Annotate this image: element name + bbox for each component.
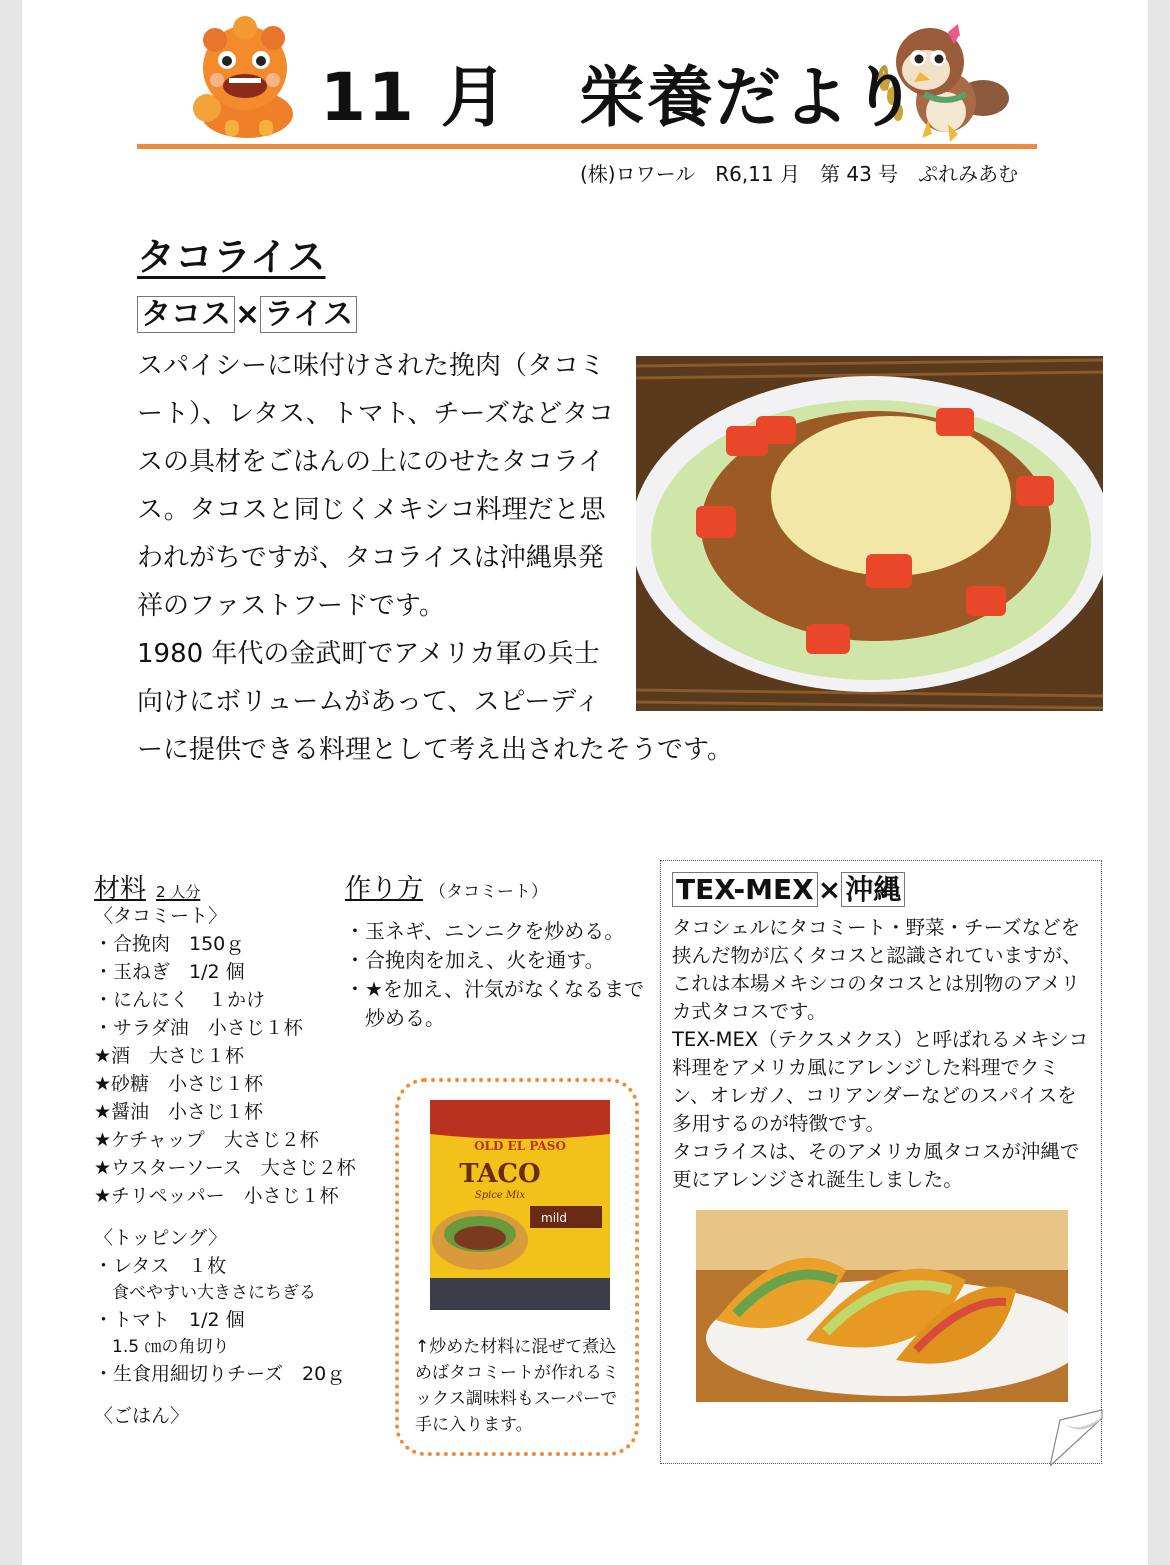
issue-line: (株)ロワール R6,11 月 第 43 号 ぷれみあむ (580, 162, 1019, 186)
body-line: ス。タコスと同じくメキシコ料理だと思 (137, 495, 606, 525)
ingredient-item: ★チリペッパー 小さじ１杯 (94, 1185, 339, 1207)
body-line: 向けにボリュームがあって、スピーディ (137, 687, 601, 717)
ingredient-item: ★酒 大さじ１杯 (94, 1045, 245, 1067)
spice-mix-caption: ↑炒めた材料に混ぜて煮込めばタコミートが作れるミックス調味料もスーパーで手に入ります。 (415, 1337, 619, 1435)
method-step: ・玉ネギ、ニンニクを炒める。 (345, 919, 625, 943)
ingredient-item: ・にんにく １かけ (94, 989, 266, 1011)
article-title: タコライス (137, 235, 326, 279)
texmex-paragraph: タコシェルにタコミート・野菜・チーズなどを挟んだ物が広くタコスと認識されていますが、これは本場メキシコのタコスとは別物のアメリカ式タコスです。 (672, 916, 1082, 1023)
texmex-body (672, 914, 1092, 1194)
body-line: 祥のファストフードです。 (137, 591, 445, 621)
taco-spice-mix-photo (430, 1100, 610, 1310)
body-line: われがちですが、タコライスは沖縄県発 (137, 543, 604, 573)
ingredients-heading (94, 868, 200, 905)
ingredients-section: 〈タコミート〉 (94, 905, 228, 927)
month-label: 11 月 (320, 59, 509, 136)
article-subtitle (137, 294, 357, 336)
header-divider (137, 144, 1037, 149)
body-line: 1980 年代の金武町でアメリカ軍の兵士 (137, 639, 600, 669)
ingredient-item: ★砂糖 小さじ１杯 (94, 1073, 264, 1095)
spacer (94, 1388, 356, 1402)
ingredient-item: ・玉ねぎ 1/2 個 (94, 961, 245, 983)
texmex-heading (672, 870, 905, 910)
subtitle-sep: × (235, 297, 261, 332)
mix-product-sub: Spice Mix (474, 1190, 526, 1201)
page-curl-icon (1050, 1410, 1104, 1466)
newsletter-title (320, 58, 919, 138)
texmex-title-b: 沖縄 (841, 872, 905, 907)
texmex-paragraph: TEX-MEX（テクスメクス）と呼ばれるメキシコ料理をアメリカ風にアレンジした料理でクミン、オレガノ、コリアンダーなどのスパイスを多用するのが特徴です。 (672, 1028, 1089, 1135)
method-steps (345, 917, 645, 1033)
method-heading (345, 868, 548, 905)
shisa-mascot-icon (185, 16, 305, 141)
ingredient-item: ・サラダ油 小さじ１杯 (94, 1017, 303, 1039)
ingredient-item: ★ケチャップ 大さじ２杯 (94, 1129, 319, 1151)
texmex-paragraph: タコライスは、そのアメリカ風タコスが沖縄で更にアレンジされ誕生しました。 (672, 1140, 1080, 1191)
ingredients-list (94, 902, 356, 1430)
servings: 2 人分 (156, 883, 201, 901)
ingredients-section: 〈トッピング〉 (94, 1227, 228, 1249)
taco-rice-photo (636, 356, 1103, 711)
method-sub: （タコミート） (429, 882, 549, 902)
ingredient-item: ・トマト 1/2 個 (94, 1309, 245, 1331)
article-body (137, 342, 733, 774)
mix-product: TACO (459, 1159, 541, 1189)
body-line: スの具材をごはんの上にのせたタコライ (137, 447, 605, 477)
subtitle-tacos: タコス (137, 296, 235, 333)
title-text: 栄養だより (578, 59, 919, 136)
mix-flag: mild (541, 1211, 567, 1225)
body-line: ーに提供できる料理として考え出されたそうです。 (137, 735, 733, 765)
method-step: ・★を加え、汁気がなくなるまで炒める。 (345, 977, 645, 1030)
ingredient-note: 1.5 ㎝の角切り (112, 1337, 230, 1357)
texmex-title-a: TEX-MEX (672, 872, 818, 907)
method-step: ・合挽肉を加え、火を通す。 (345, 948, 605, 972)
texmex-sep: × (817, 873, 842, 906)
ingredient-item: ★ウスターソース 大さじ２杯 (94, 1157, 356, 1179)
ingredient-item: ・レタス １枚 (94, 1255, 227, 1277)
ingredients-title: 材料 (94, 874, 147, 904)
subtitle-rice: ライス (260, 296, 357, 333)
tacos-photo (696, 1210, 1068, 1402)
spacer (94, 1210, 356, 1224)
ingredient-item: ・生食用細切りチーズ 20ｇ (94, 1363, 346, 1385)
method-title: 作り方 (345, 874, 424, 904)
ingredient-note: 食べやすい大きさにちぎる (112, 1283, 316, 1303)
ingredient-item: ・合挽肉 150ｇ (94, 933, 245, 955)
body-line: スパイシーに味付けされた挽肉（タコミ (137, 351, 606, 381)
ingredient-item: ★醤油 小さじ１杯 (94, 1101, 264, 1123)
body-line: ート）、レタス、トマト、チーズなどタコ (137, 399, 615, 429)
ingredients-section: 〈ごはん〉 (94, 1405, 190, 1427)
mix-brand: OLD EL PASO (474, 1139, 566, 1153)
